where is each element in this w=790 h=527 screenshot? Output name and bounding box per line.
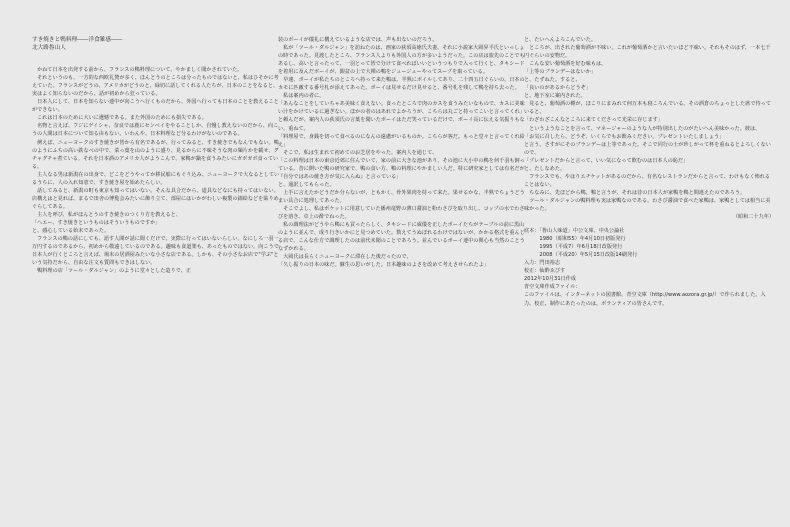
paragraph: 日本人にして、日本を知らない連中が向こうへ行くものだから、外国へ行っても日本のことを教えることができない。 (32, 99, 279, 114)
colophon-line: 1980（昭和55）年4月10日初版発行 (524, 236, 626, 243)
text-column-2 (278, 36, 528, 269)
paragraph: 私の調理法がどうやら鴨にも買ったらしく、タキシードに威儀を正したボーイたちがテーブルの前に黒山のように並んで、成り行きいかにと見つめていた。数えてうぬぼれるわけではないが、かかる格式を重んじる店で、こんな仕方で調理したのは前代未聞のことであろう。並んでいるボーイ連中の関心も当然のことうなずかれる。 (278, 222, 525, 253)
colophon-line: 青空文庫作成ファイル： (524, 284, 581, 291)
paragraph: それというのも、一方的な西欧礼賛が多く、ほんとうのところは分ったものではないと、私はひそかに考えていた。フランスがどうの、アメリカがどうのと、碌切に話してくれる人たちが、日本のことをなると、実はよく知らないのだから、話が初めから狂っている。 (32, 75, 279, 98)
paragraph: と言う。さすがにそのブランデーは上等であった。そこで同行の士が珍しがって杯を重ねるとよろしくないので、 (524, 141, 771, 156)
paragraph: と、地下室に案内された。 (524, 93, 586, 100)
paragraph: 主人なる男は新潟在の出身で、どこをどうやってか移民船にもぐり込み、ニューヨークで大なるとしているうちに、人の入れ知恵で、すき焼き屋を始めたらしい。 (32, 171, 280, 186)
paragraph: 鴨料理の店「ツール・ダルジャン」のように堂々とした造りで、正 (32, 268, 192, 275)
paragraph: 「プレゼントだからと言って、いい気になって飲むのは日本人の恥だ」 (524, 157, 689, 164)
paragraph: 「上等のブランデーはないか」 (524, 69, 597, 76)
paragraph: 装のボーイが儀礼に構えているような店では、声も出ないのだろう。 (278, 37, 438, 43)
paragraph: 見ると、葡萄酒の樽が、ほこりにまみれて何万本も寝ころんでいる。その酒倉のちょっとした席で待っていると、 (524, 101, 771, 116)
document-title: すき焼きと鴨料理――洋食雑感―― (32, 37, 123, 43)
paragraph: 名物と言えば、フジにゲイシャ、奈良では鹿にセンベイをやることしか、自慢し教えないのだから、向こうの人間は日本について知る由もない。いわんや、日本料理など分るわけがないのである。 (32, 123, 279, 138)
paragraph: 主人を呼び、私がほんとうのすき焼きのつくり方を教えると、 (32, 211, 181, 218)
paragraph: ちなみに、先ほどから鴨、鴨と言うが、それは昔の日本人が家鴨を鴨と間違えたのであろう。 (524, 189, 746, 196)
document-author: 北大路魯山人 (32, 45, 66, 52)
paragraph: そこで、私は生まれて初めてのお芝居をやった。案内人を通じて、 (278, 149, 438, 156)
paragraph: 例えば、ニューヨークのすき焼きが皆から有名であるが、行ってみると、すき焼きでもなんでもない。鴨のようにふちの高い鉄なべの中で、菜っ葉を山のように盛り、見るからに不味そうな肉の麺片かを載せ、グチャグチャ煮ている。それを日本酒のアメリカ人がようこんで、家鴨が鍋を食うみたいにガボガボ食っている。 (32, 139, 279, 170)
colophon-line: 底本：「魯山人味道」中公文庫、中央公論社 (524, 228, 625, 235)
paragraph: 「料理屋で、身銭を切って食べるのになんの遠慮がいるものか。こちらが客だ。もっと堂々と言ってくれ給え」 (278, 133, 525, 148)
paragraph: これは日本のために大いに遺憾である。また外国のためにも損失である。 (32, 115, 207, 122)
paragraph: と、通訳してもらった。 (278, 181, 335, 188)
paragraph: 「久し振りの日本の味だ。蘇生の思いがした。日本趣味のよさを改めて考えさせられたよ」 (278, 262, 489, 269)
paragraph: 「あんなことをしていちゃあ美味く食えない。食ったところで肉のカスを食うみたいなもので、カスに美味い汁をかけているに過ぎない。ほかの者のはあれでよかろうが、こちらは丸ごと持ってこいと言ってくれ」 (278, 101, 525, 116)
paragraph: というようなことを言って、マネージャーのような人が特別出したのがたいへん美味かった。彼は、 (524, 125, 761, 132)
colophon-line: 1995（平成7）年6月18日改版発行 (524, 244, 623, 251)
paragraph: フランスの鴨の話にしても、語す人間が話に聞くだけで、実際に行ってはいないらしい。なにしろ一羽一万円するのであるから、初めから敬遠しているのである。趣味も食道楽も、あったものではない。向こうで日本人が行くところと言えば、場末の居酒屋みたいな小さな店である。しかも、その小さなお店で"学ぶ"という気持だから、自由な注文も質問もできはしない。 (32, 236, 279, 267)
paragraph: フランスでも、やはりエチケットがあるのだから、有名なレストランだからと言って、わけもなく怖れることはない。 (524, 173, 771, 188)
paragraph: と、感心している始末であった。 (32, 228, 110, 235)
colophon (524, 227, 774, 307)
date-note: （昭和二十九年） (732, 214, 774, 221)
paragraph: 「へエー、すき焼きというものはそういうものですか」 (32, 219, 161, 226)
paragraph: 私が「ツール・ダルジャン」を訪ねたのは、画家の荻須高徳氏夫妻、それに小説家大岡昇平氏といっしょの時であった。見渡したところ、フランス人よりも外国人の方が多いようだった。この店は旅先のことでもあるし、高いと言ったって、一羽とって皆で分けて食べればいいというつもりで入って行くと、タキシードを着用に及んだボーイが、銀盆の上で大裸の鴨をジュージューやってスープを取っている。 (278, 45, 525, 76)
paragraph: 話してみると、新潟の町も東京も知ってはいない。そんな具合だから、道具などなにも持ってはいない。店構えはと見れば、まるで田舎の博覧会みたいに飾り立て、部屋にはいかがわしい複製の錦絵などを貼りめぐらしてある。 (32, 187, 279, 210)
paragraph: ところが、出された葡萄酒が不味い。これが葡萄酒かと言いたいほど不味い。それもそのはず、一本七千円ぐらいの安物だ。 (524, 45, 771, 60)
paragraph: かねて日本を出発する前から、フランスの鴨料理について、やかましく聞かされていた。 (32, 67, 243, 74)
paragraph: と、たしなめた。 (524, 165, 566, 172)
paragraph: 上手に言えたかどうだか分らないが、ともかく、骨外果肉を持って来た。果せるかな、半熟でちょうどうまい具合に処理してあった。 (278, 189, 525, 204)
colophon-line: 2012年10月31日作成 (524, 276, 577, 283)
paragraph: と、たずねた。すると、 (524, 77, 581, 84)
colophon-line: 入力：門田裕志 (524, 260, 561, 267)
colophon-line: 校正：仙酔ゑびす (524, 268, 566, 275)
paragraph: 私は案内の者に、 (278, 93, 325, 100)
paragraph: と、たいへんよろこんでいた。 (524, 37, 597, 43)
text-column-1 (32, 36, 282, 275)
paragraph: 「わざわざこんなところに来てくださって光栄に存じます」 (524, 117, 663, 124)
colophon-line: 2008（平成20）年5月15日改版14刷発行 (524, 252, 638, 259)
paragraph: 「お気に召したら、どうぞ、いくらでもお飲みください。プレゼントいたしましょう」 (524, 133, 725, 140)
paragraph: 「良いのがあるからどうぞ」 (524, 85, 591, 92)
paragraph: こんな安い葡萄酒を好む味もは、 (524, 61, 607, 68)
paragraph: 大岡氏は長らくニューヨークに滞在した後だったので、 (278, 254, 412, 261)
paragraph: 早速、ボーイが私たちのところへ持って来た鴨は、半熟にボイルしてあり、二十四五日ぐらいの、日本のカモに匹敵する番号札が添えてあった。ボーイは見せるだけ見せると、番号札を残して鴨を持ち去った。 (278, 77, 525, 92)
text-column-3 (524, 36, 774, 308)
colophon-line: このファイルは、インターネットの図書館、青空文庫（http://www.aozora.gr.jp/）で作られました。入力、校正、制作にあたったのは、ボランティアの皆さんです。 (524, 292, 766, 307)
paragraph: そこでよし、私はポケットに用意していた播州竜野の薄口醤油と粉わさびを取り出し、コップの水でわさびを溶き、卓上の酢でねった。 (278, 205, 525, 221)
paragraph: 「この料理は日本の東京近郊に住んでいて、家の前に大きな池があり、その池に大小中の鴨を何千羽も飼っている。昔に開いた鴨の研究家で、鴨の食い方、鴨の料理にやかましい人だ。特に研究家としては有名だが『自分ではあの焼き方が気に入らぬ』と言っている」 (278, 157, 525, 180)
paragraph: ツール・ダルジャンの鴨料理も実は家鴨なのである。わさび醤油で食べた家鴨は、家鴨としては相当に美味かった。 (524, 197, 771, 212)
paragraph: と頼んだが、案内人の荻須氏の言葉を聞いたボーイはただ笑っているだけで、ボーイ長に伝える気振りもない。重ねて、 (278, 117, 525, 132)
